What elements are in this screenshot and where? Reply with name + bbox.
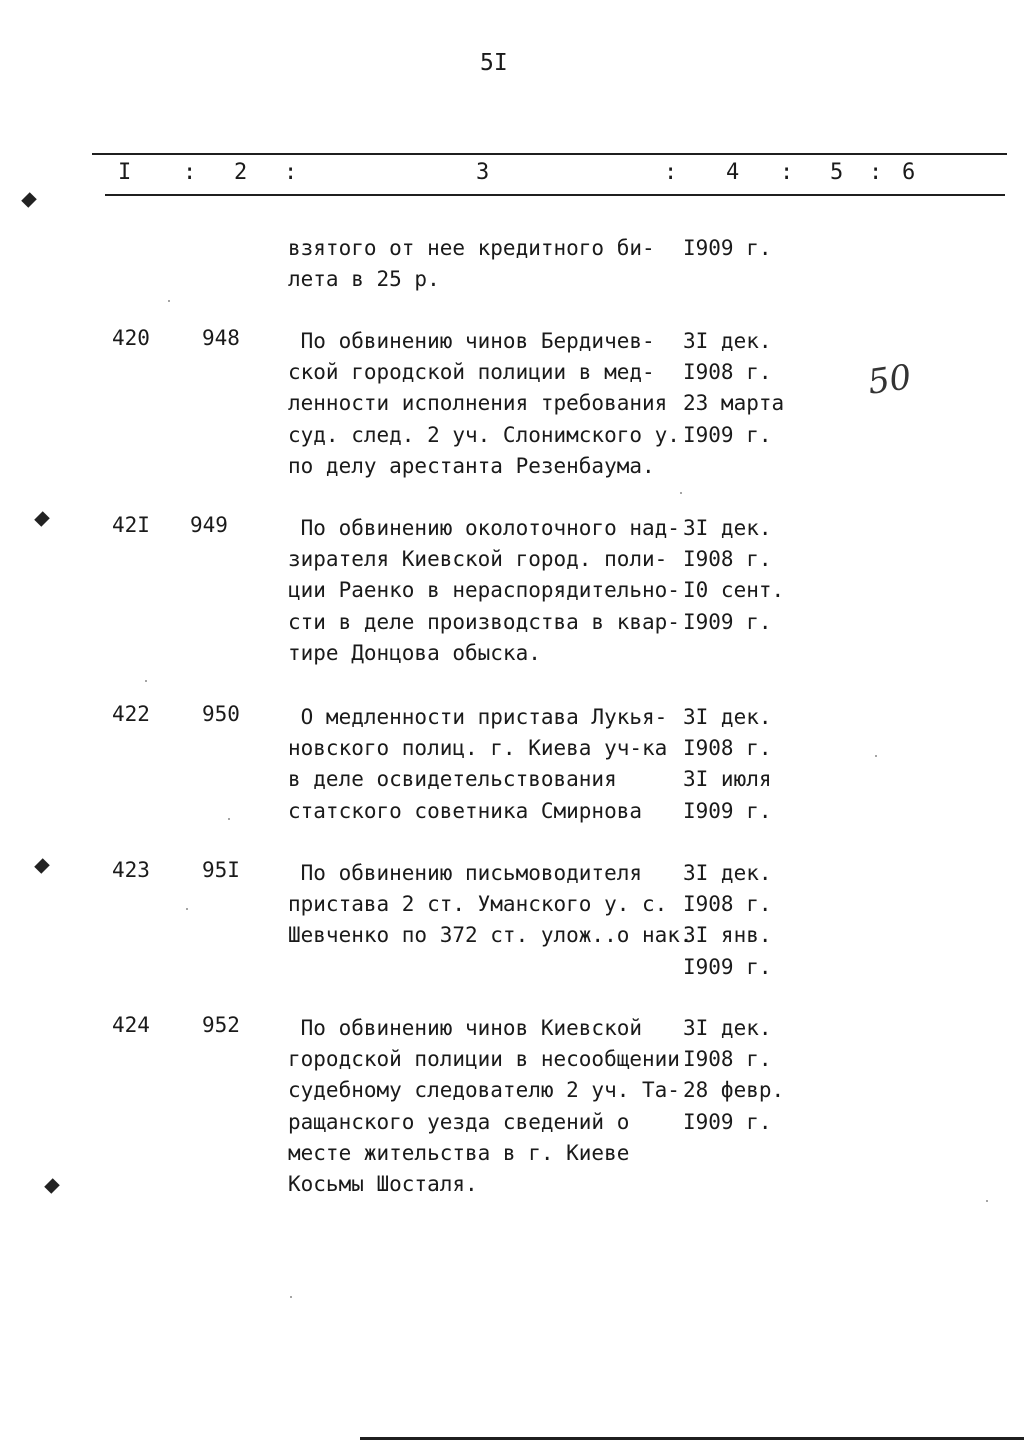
case-description: взятого от нее кредитного би- лета в 25 р. — [288, 236, 655, 292]
scan-speck — [680, 492, 682, 494]
record-number: 422 — [112, 702, 150, 726]
case-dates: I909 г. — [683, 236, 772, 260]
column-separator: : — [183, 160, 197, 185]
column-separator: : — [664, 160, 678, 185]
record-number: 423 — [112, 858, 150, 882]
case-dates: 3I дек. I908 г. 3I июля I909 г. — [683, 705, 772, 823]
record-number: 420 — [112, 326, 150, 350]
scan-speck — [290, 1296, 292, 1298]
scan-speck — [228, 818, 230, 820]
case-dates: 3I дек. I908 г. 23 марта I909 г. — [683, 329, 785, 447]
column-header-1: I — [118, 160, 132, 185]
binder-hole-bullet — [44, 1178, 60, 1194]
case-number: 948 — [202, 326, 240, 350]
case-dates: 3I дек. I908 г. 3I янв. I909 г. — [683, 861, 772, 979]
binder-hole-bullet — [34, 511, 50, 527]
column-separator: : — [869, 160, 883, 185]
column-separator: : — [284, 160, 298, 185]
case-number: 952 — [202, 1013, 240, 1037]
case-description: По обвинению чинов Бердичев- ской городской полиции в мед- ленности исполнения требования суд. след. 2 уч. Слонимского у. по делу арестанта Резенбаума. — [288, 329, 680, 478]
column-header-4: 4 — [726, 160, 740, 185]
scan-speck — [986, 1200, 988, 1202]
case-description: По обвинению письмоводителя пристава 2 ст. Уманского у. с. Шевченко по 372 ст. улож..о нак. — [288, 861, 693, 948]
case-description: По обвинению околоточного над- зирателя Киевской город. поли- ции Раенко в нераспорядительно- сти в деле производства в квар- тире Донцова обыска. — [288, 516, 680, 665]
binder-hole-bullet — [21, 192, 37, 208]
scan-speck — [186, 908, 188, 910]
case-number: 95I — [202, 858, 240, 882]
column-header-2: 2 — [234, 160, 248, 185]
header-rule-top — [92, 153, 1007, 155]
handwritten-annotation: 50 — [865, 357, 914, 403]
case-number: 950 — [202, 702, 240, 726]
case-description: О медленности пристава Лукья- новского полиц. г. Киева уч-ка в деле освидетельствования статского советника Смирнова — [288, 705, 668, 823]
record-number: 42I — [112, 513, 150, 537]
case-description: По обвинению чинов Киевской городской полиции в несообщении судебному следователю 2 уч. Та- ращанского уезда сведений о месте жительства в г. Киеве Косьмы Шосталя. — [288, 1016, 680, 1197]
header-rule-bottom — [105, 194, 1005, 196]
case-dates: 3I дек. I908 г. I0 сент. I909 г. — [683, 516, 785, 634]
scan-speck — [145, 680, 147, 682]
footer-rule — [360, 1437, 1024, 1440]
case-dates: 3I дек. I908 г. 28 февр. I909 г. — [683, 1016, 785, 1134]
record-number: 424 — [112, 1013, 150, 1037]
column-separator: : — [780, 160, 794, 185]
binder-hole-bullet — [34, 858, 50, 874]
column-header-3: 3 — [476, 160, 490, 185]
column-header-6: 6 — [902, 160, 916, 185]
case-number: 949 — [190, 513, 228, 537]
scan-speck — [168, 300, 170, 302]
page-number: 5I — [480, 50, 508, 76]
scan-speck — [875, 755, 877, 757]
column-header-5: 5 — [830, 160, 844, 185]
